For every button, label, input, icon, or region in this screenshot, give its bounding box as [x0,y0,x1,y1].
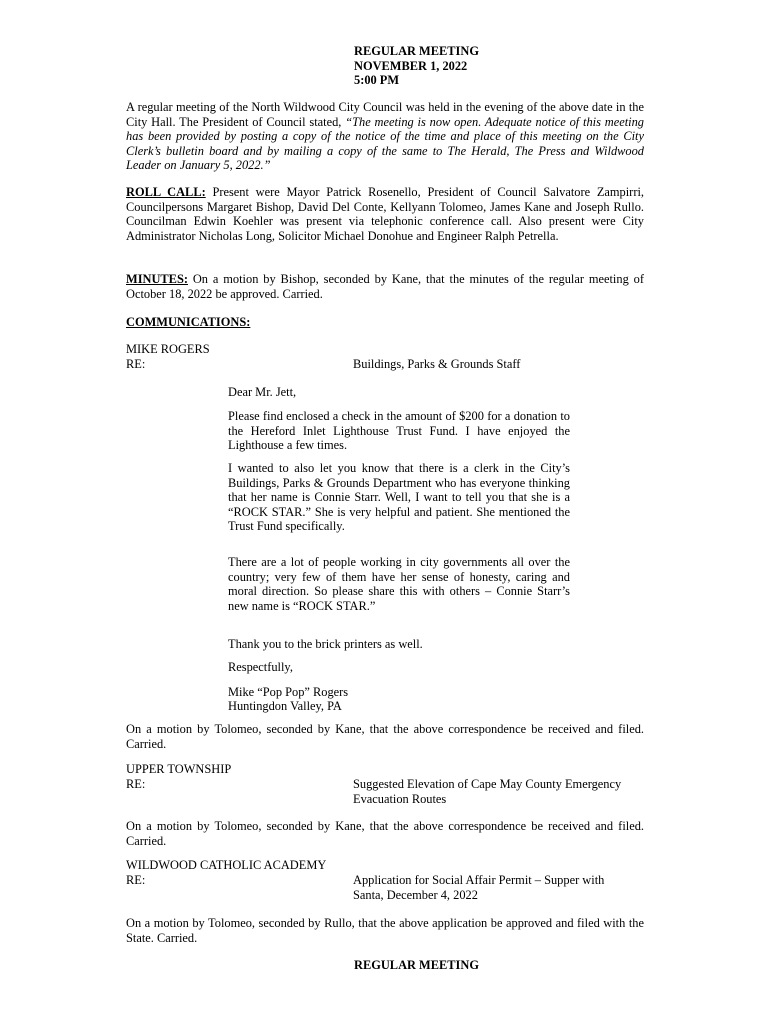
roll-call-text: Present were Mayor Patrick Rosenello, President of Council Salvatore Zampirri, Councilpersons Margaret Bishop, David Del Conte, Kellyann Tolomeo, James Kane and Joseph Rullo. Councilman Edwin Koehler was present via telephonic conference call. Also present were City Administrator Nicholas Long, Solicitor Michael Donohue and Engineer Ralph Petrella. [126,185,644,243]
footer-title: REGULAR MEETING [354,958,479,972]
comm-subject-2: Suggested Elevation of Cape May County Emergency Evacuation Routes [353,777,622,806]
minutes-label: MINUTES: [126,272,188,286]
minutes-paragraph [126,272,644,301]
letter-closing: Respectfully, [228,660,293,674]
meeting-time: 5:00 PM [354,73,400,88]
comm-from-2: UPPER TOWNSHIP [126,762,232,776]
motion-2: On a motion by Tolomeo, seconded by Kane, that the above correspondence be received and filed. Carried. [126,819,644,848]
motion-3: On a motion by Tolomeo, seconded by Rullo, that the above application be approved and filed with the State. Carried. [126,916,644,945]
roll-call-label: ROLL CALL: [126,185,206,199]
letter-paragraph-2: I wanted to also let you know that there is a clerk in the City’s Buildings, Parks & Grounds Department who has everyone thinking that her name is Connie Starr. Well, I want to tell you that she is a “ROCK STAR.” She is very helpful and patient. She mentioned the Trust Fund specifically. [228,461,570,534]
meeting-title: REGULAR MEETING [354,44,479,58]
letter-paragraph-3: There are a lot of people working in city governments all over the country; very few of them have her sense of honesty, caring and moral direction. So please share this with others – Connie Starr’s new name is “ROCK STAR.” [228,555,570,613]
communications-heading [126,315,250,330]
letter-signature-place: Huntingdon Valley, PA [228,699,342,713]
letter-signature-name: Mike “Pop Pop” Rogers [228,685,349,699]
meeting-date: NOVEMBER 1, 2022 [354,58,468,73]
letter-paragraph-4: Thank you to the brick printers as well. [228,637,423,651]
intro-quote: “The meeting is now open. Adequate notice of this meeting has been provided by posting a copy of the notice of the time and place of this meeting on the City Clerk’s bulletin board and by mailing a copy of the same to The Herald, The Press and Wildwood Leader on January 5, 2022.” [126,114,644,173]
comm-re-label-3: RE: [126,873,146,887]
comm-from-1: MIKE ROGERS [126,342,210,356]
comm-re-label-2: RE: [126,777,146,791]
minutes-text: On a motion by Bishop, seconded by Kane, that the minutes of the regular meeting of October 18, 2022 be approved. Carried. [126,272,644,301]
letter-paragraph-1: Please find enclosed a check in the amount of $200 for a donation to the Hereford Inlet Lighthouse Trust Fund. I have enjoyed the Lighthouse a few times. [228,409,570,453]
comm-from-3: WILDWOOD CATHOLIC ACADEMY [126,858,327,872]
motion-1: On a motion by Tolomeo, seconded by Kane, that the above correspondence be received and filed. Carried. [126,722,644,751]
intro-paragraph [126,100,644,173]
roll-call-paragraph [126,185,644,243]
comm-re-label-1: RE: [126,357,146,371]
meeting-header [354,44,479,88]
letter-salutation: Dear Mr. Jett, [228,385,297,399]
comm-subject-1: Buildings, Parks & Grounds Staff [353,357,521,371]
intro-text: A regular meeting of the North Wildwood City Council was held in the evening of the above date in the City Hall. The President of Council stated, [126,100,644,129]
communications-label: COMMUNICATIONS: [126,315,251,329]
comm-subject-3: Application for Social Affair Permit – Supper with Santa, December 4, 2022 [353,873,605,902]
